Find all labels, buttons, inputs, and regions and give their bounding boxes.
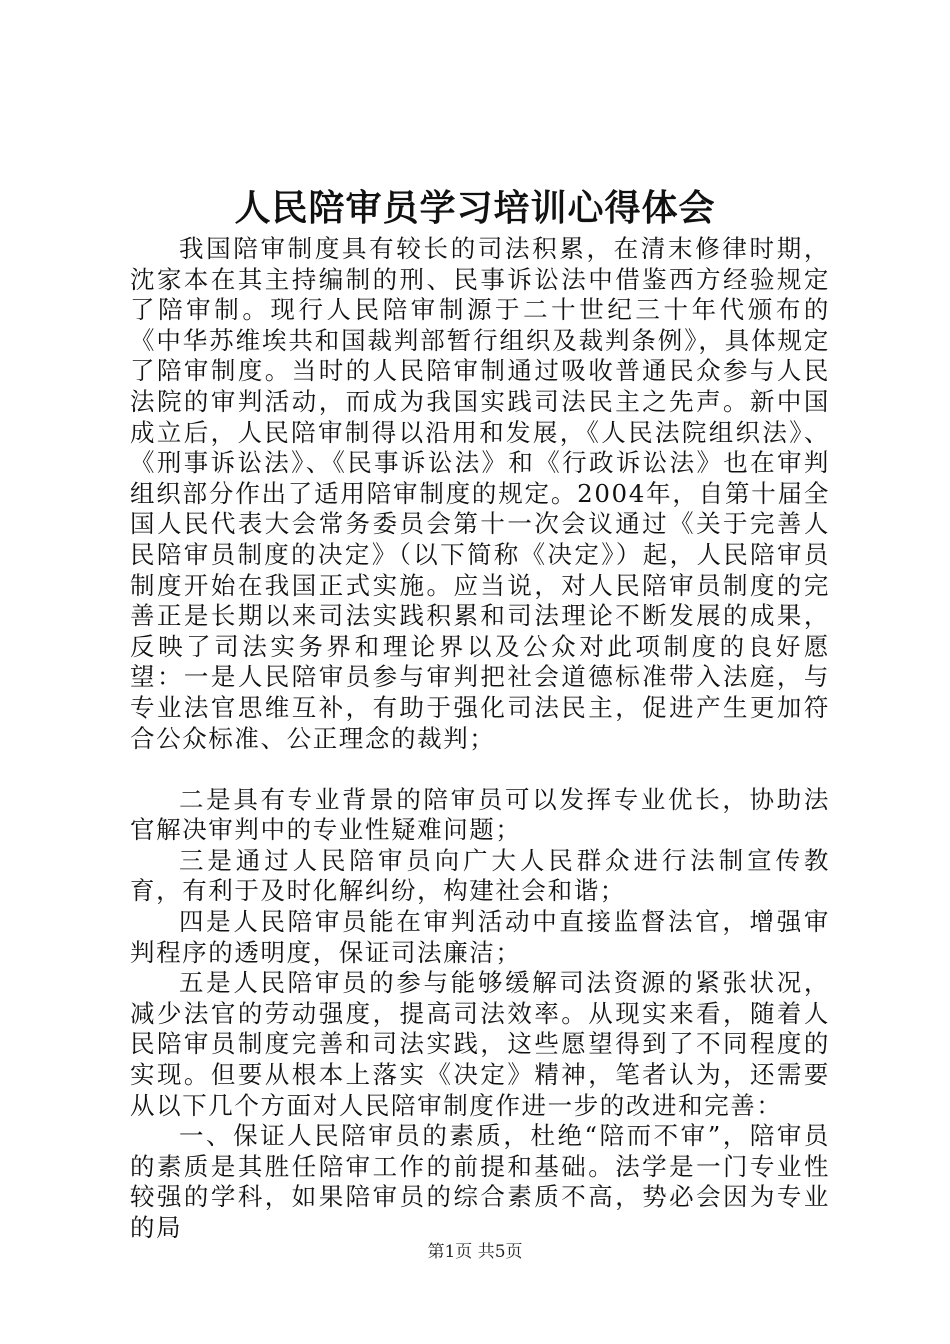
paragraph-2: 二是具有专业背景的陪审员可以发挥专业优长，协助法官解决审判中的专业性疑难问题； [130, 784, 830, 845]
paragraph-1: 我国陪审制度具有较长的司法积累，在清末修律时期，沈家本在其主持编制的刑、民事诉讼法中借鉴西方经验规定了陪审制。现行人民陪审制源于二十世纪三十年代颁布的《中华苏维埃共和国裁判部暂行组织及裁判条例》，具体规定了陪审制度。当时的人民陪审制通过吸收普通民众参与人民法院的审判活动，而成为我国实践司法民主之先声。新中国成立后，人民陪审制得以沿用和发展，《人民法院组织法》、《刑事诉讼法》、《民事诉讼法》和《行政诉讼法》也在审判组织部分作出了适用陪审制度的规定。2004年，自第十届全国人民代表大会常务委员会第十一次会议通过《关于完善人民陪审员制度的决定》（以下简称《决定》）起，人民陪审员制度开始在我国正式实施。应当说，对人民陪审员制度的完善正是长期以来司法实践积累和司法理论不断发展的成果，反映了司法实务界和理论界以及公众对此项制度的良好愿望：一是人民陪审员参与审判把社会道德标准带入法庭，与专业法官思维互补，有助于强化司法民主，促进产生更加符合公众标准、公正理念的裁判； [130, 234, 830, 753]
paragraph-4: 四是人民陪审员能在审判活动中直接监督法官，增强审判程序的透明度，保证司法廉洁； [130, 907, 830, 967]
document-title: 人民陪审员学习培训心得体会 [234, 187, 716, 229]
paragraph-spacer [130, 754, 830, 785]
page-footer: 第1页 共5页 [427, 1242, 523, 1262]
paragraph-6: 一、保证人民陪审员的素质，杜绝“陪而不审”，陪审员的素质是其胜任陪审工作的前提和基础。法学是一门专业性较强的学科，如果陪审员的综合素质不高，势必会因为专业的局 [130, 1121, 830, 1242]
document-body [130, 234, 830, 1244]
paragraph-5: 五是人民陪审员的参与能够缓解司法资源的紧张状况，减少法官的劳动强度，提高司法效率。从现实来看，随着人民陪审员制度完善和司法实践，这些愿望得到了不同程度的实现。但要从根本上落实《决定》精神，笔者认为，还需要从以下几个方面对人民陪审制度作进一步的改进和完善： [130, 968, 830, 1120]
paragraph-3: 三是通过人民陪审员向广大人民群众进行法制宣传教育，有利于及时化解纠纷，构建社会和谐； [130, 845, 830, 906]
